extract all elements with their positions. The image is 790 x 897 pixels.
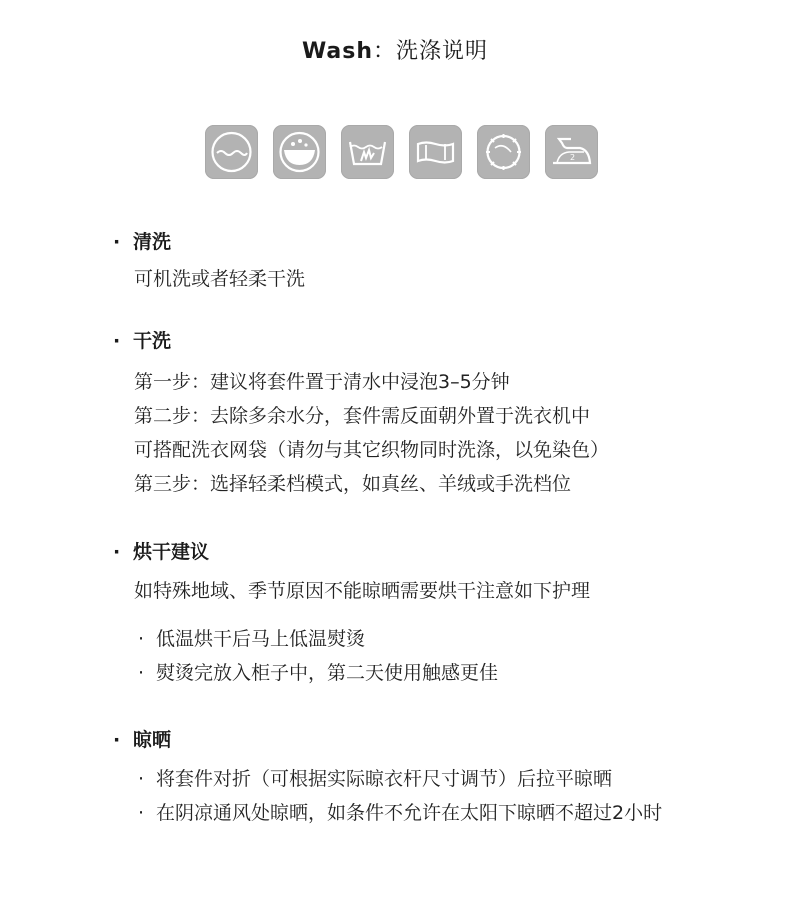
title-chinese: 洗涤说明 [396,39,489,64]
section-tumble-dry [113,538,773,690]
bullet: · [113,729,121,751]
text-line: 可搭配洗衣网袋（请勿与其它织物同时洗涤，以免染色） [134,439,610,461]
section-clean [113,228,773,296]
machine-wash-icon [205,125,258,179]
bullet: · [138,628,145,650]
hand-wash-icon [341,125,394,179]
bullet: · [138,768,145,790]
list-item-text: 在阴凉通风处晾晒，如条件不允许在太阳下晾晒不超过2小时 [156,802,663,824]
dry-flat-icon [409,125,462,179]
text-line: 如特殊地域、季节原因不能晾晒需要烘干注意如下护理 [134,580,591,602]
text-line: 第三步：选择轻柔档模式，如真丝、羊绒或手洗档位 [134,473,572,495]
section-air-dry [113,726,773,830]
heading-text: 清洗 [133,231,172,253]
care-icons-row [205,125,600,181]
text-line: 可机洗或者轻柔干洗 [134,268,306,290]
section-heading [113,228,773,256]
section-heading [113,327,773,355]
list-item-text: 熨烫完放入柜子中，第二天使用触感更佳 [156,662,499,684]
bullet: · [138,662,145,684]
bullet: · [113,330,121,352]
list-item [113,622,773,656]
bullet: · [113,231,121,253]
heading-text: 烘干建议 [133,541,210,563]
text-line: 第二步：去除多余水分，套件需反面朝外置于洗衣机中 [134,405,591,427]
list-item [113,796,773,830]
bullet: · [138,802,145,824]
section-heading [113,538,773,566]
hand-wash-bowl-icon [273,125,326,179]
list-item-text: 将套件对折（可根据实际晾衣杆尺寸调节）后拉平晾晒 [156,768,613,790]
list-item-text: 低温烘干后马上低温熨烫 [156,628,366,650]
title-separator: ： [373,39,397,64]
list-item [113,762,773,796]
heading-text: 晾晒 [133,729,172,751]
iron-level-label: 2 [570,153,576,162]
bullet: · [113,541,121,563]
tumble-dry-icon [477,125,530,179]
title-english: Wash [301,39,374,64]
section-dry-clean [113,327,773,501]
list-item [113,656,773,690]
section-heading [113,726,773,754]
heading-text: 干洗 [133,330,172,352]
page-title [0,34,790,65]
text-line: 第一步：建议将套件置于清水中浸泡3–5分钟 [134,371,510,393]
iron-icon [545,125,598,179]
